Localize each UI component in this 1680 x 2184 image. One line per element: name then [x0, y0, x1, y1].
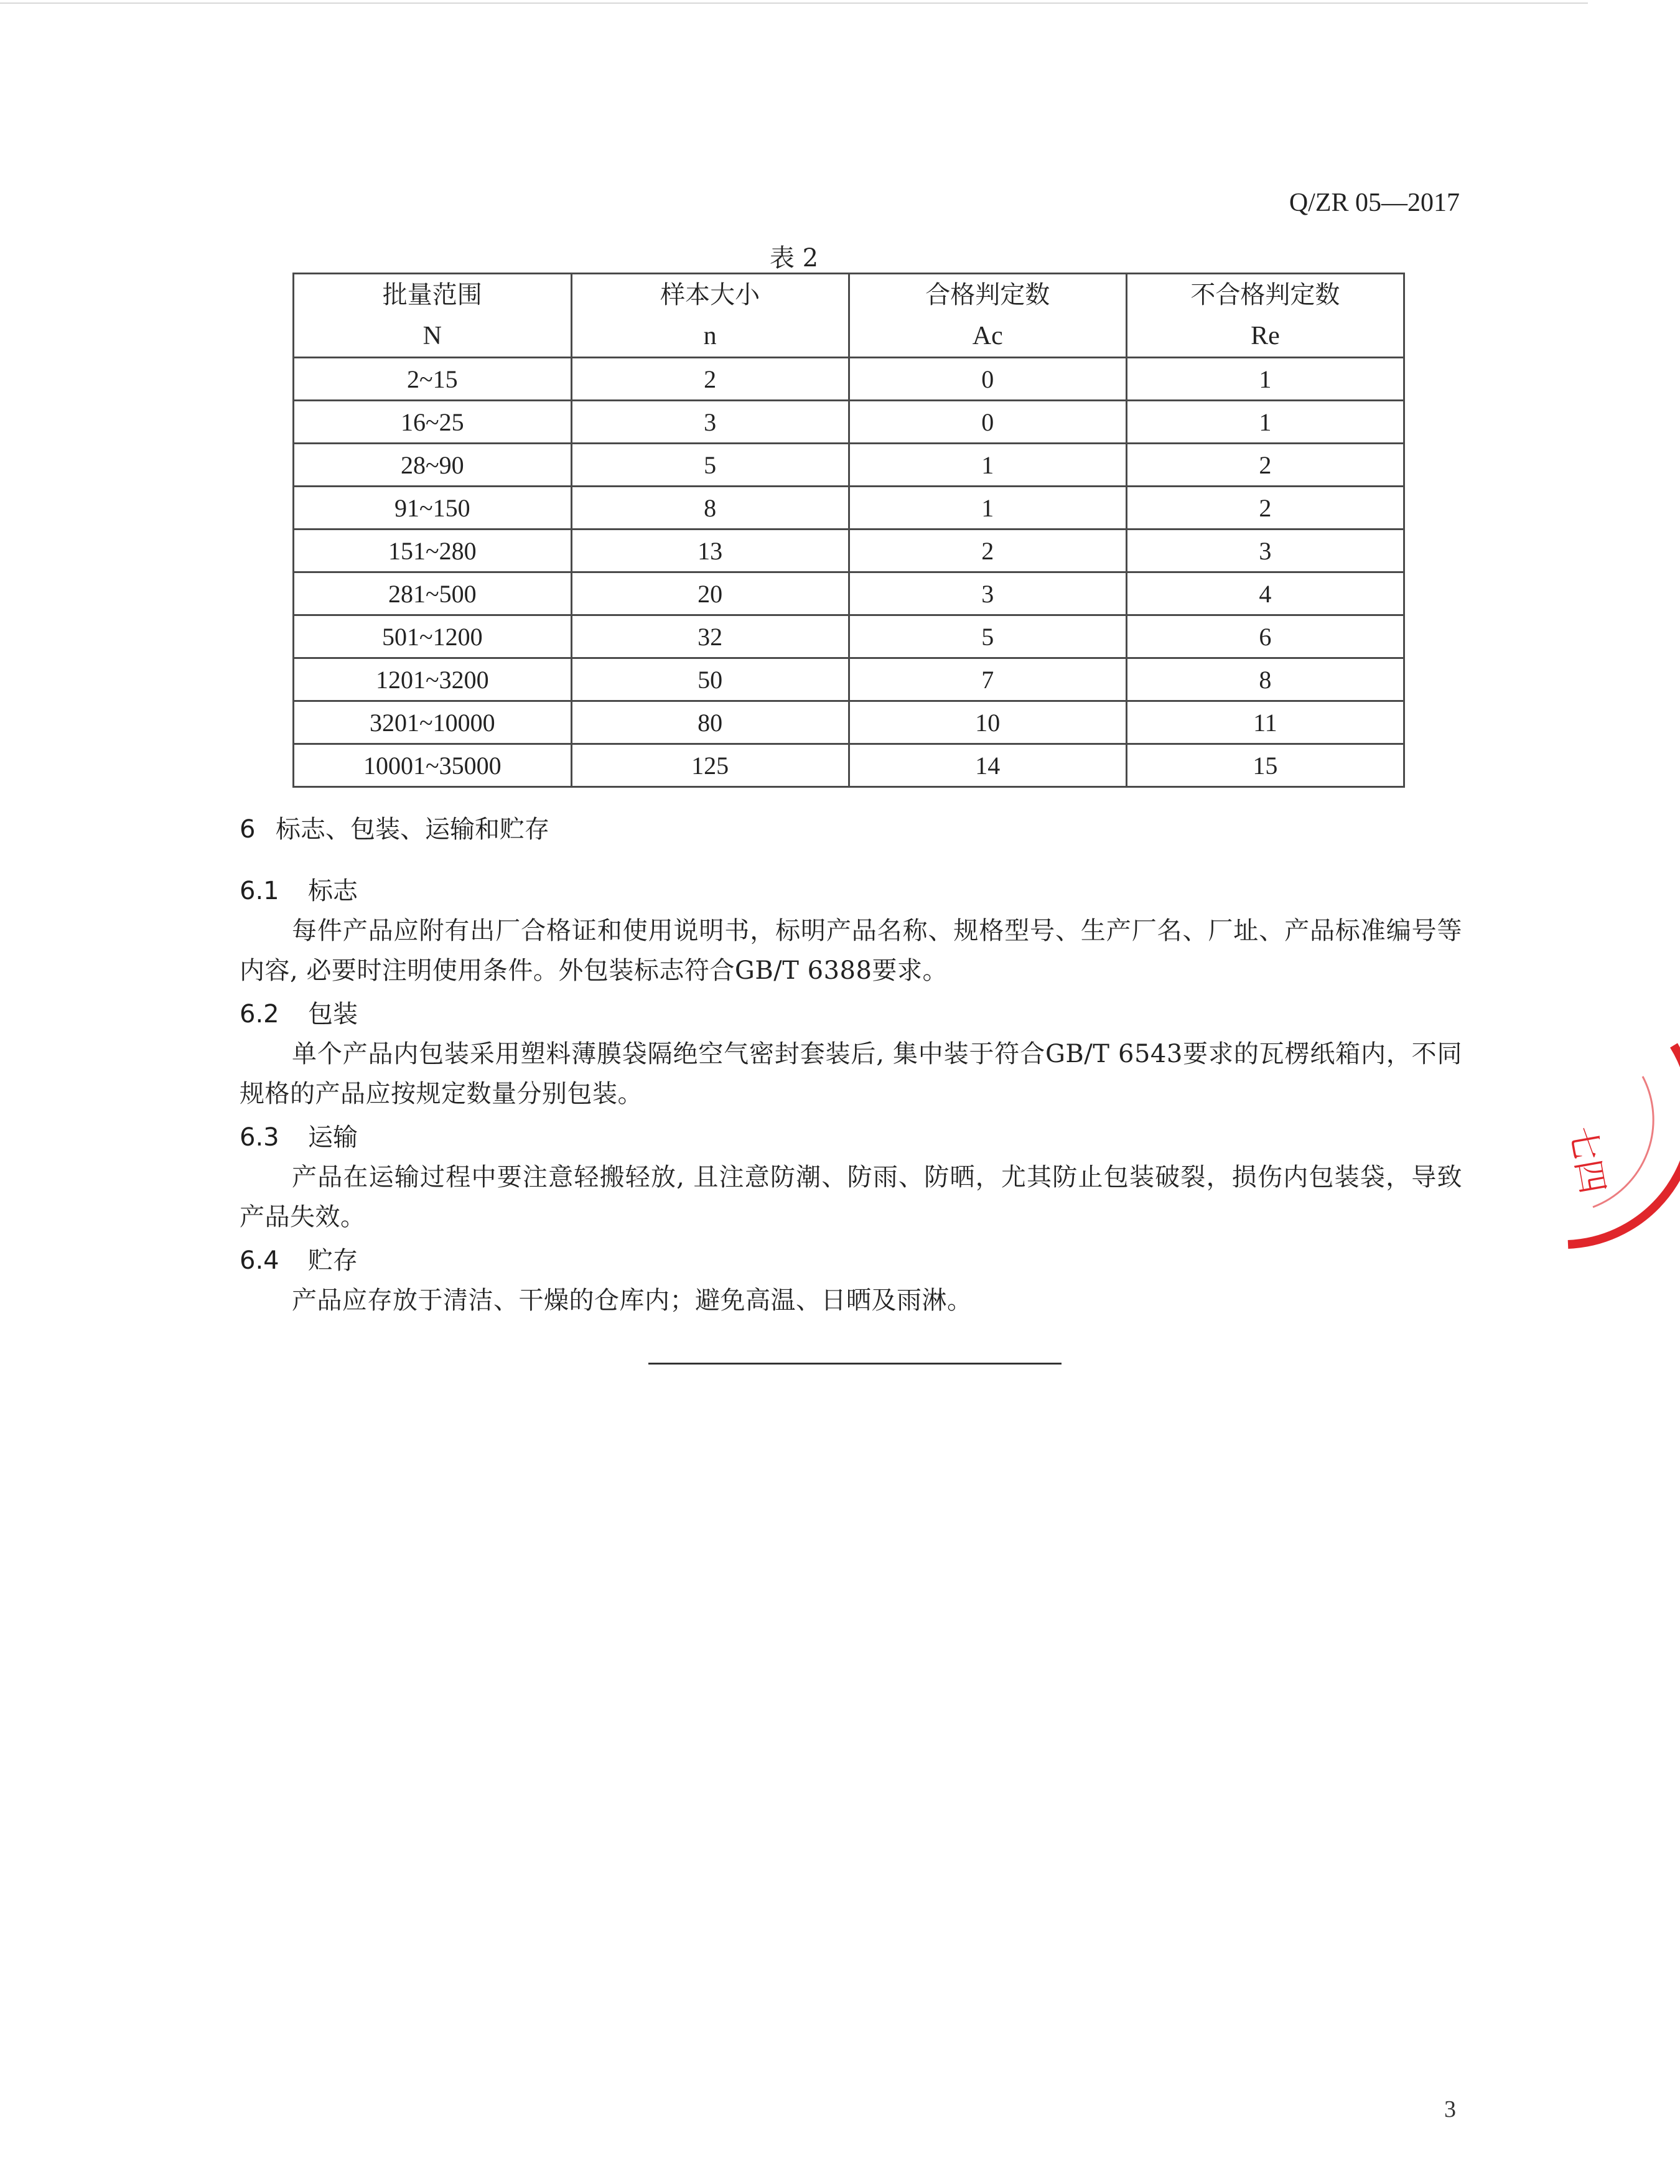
subsection-heading-6-2 — [240, 994, 358, 1030]
paragraph-marking: 每件产品应附有出厂合格证和使用说明书，标明产品名称、规格型号、生产厂名、厂址、产品标准编号等内容, 必要时注明使用条件。外包装标志符合GB/T 6388要求。 — [240, 917, 1462, 985]
table-cell: 14 — [849, 744, 1126, 787]
table-row — [294, 401, 1404, 444]
paragraph-packaging: 单个产品内包装采用塑料薄膜袋隔绝空气密封套装后, 集中装于符合GB/T 6543要求的瓦楞纸箱内，不同规格的产品应按规定数量分别包装。 — [240, 1040, 1462, 1108]
subsection-number: 6.4 — [240, 1246, 279, 1275]
end-of-document-rule — [648, 1363, 1062, 1365]
header-label: 不合格判定数 — [1190, 281, 1340, 309]
subsection-title: 标志 — [308, 877, 358, 905]
paragraph-transport: 产品在运输过程中要注意轻搬轻放, 且注意防潮、防雨、防晒，尤其防止包装破裂，损伤内包装袋，导致产品失效。 — [240, 1163, 1462, 1231]
table-row — [294, 701, 1404, 744]
subsection-title: 贮存 — [308, 1246, 358, 1275]
table-cell: 7 — [849, 658, 1126, 701]
header-lot-range — [294, 274, 572, 358]
table-cell: 2~15 — [294, 358, 572, 401]
header-sample-size — [571, 274, 849, 358]
table-cell: 8 — [571, 487, 849, 530]
table-cell: 2 — [1126, 444, 1404, 487]
red-seal-stamp — [1543, 1020, 1680, 1269]
table-cell: 5 — [849, 615, 1126, 658]
table-cell: 20 — [571, 572, 849, 615]
subsection-number: 6.1 — [240, 877, 279, 905]
header-symbol: N — [422, 322, 442, 350]
table-cell: 80 — [571, 701, 849, 744]
svg-text:七四: 七四 — [1562, 1123, 1613, 1197]
table-cell: 3201~10000 — [294, 701, 572, 744]
section-title: 标志、包装、运输和贮存 — [276, 815, 549, 844]
header-label: 合格判定数 — [925, 281, 1050, 309]
table-cell: 1 — [1126, 401, 1404, 444]
table-cell: 91~150 — [294, 487, 572, 530]
table-cell: 16~25 — [294, 401, 572, 444]
paragraph-storage: 产品应存放于清洁、干燥的仓库内；避免高温、日晒及雨淋。 — [292, 1286, 973, 1315]
table-cell: 6 — [1126, 615, 1404, 658]
table-cell: 0 — [849, 358, 1126, 401]
subsection-number: 6.2 — [240, 1000, 279, 1029]
section-heading-6 — [240, 810, 549, 845]
table-row — [294, 444, 1404, 487]
table-cell: 5 — [571, 444, 849, 487]
table-cell: 2 — [571, 358, 849, 401]
table-cell: 1201~3200 — [294, 658, 572, 701]
table-cell: 10001~35000 — [294, 744, 572, 787]
table-row — [294, 358, 1404, 401]
table-caption: 表 2 — [769, 244, 819, 273]
scan-edge-line — [0, 2, 1588, 4]
header-label: 批量范围 — [382, 281, 482, 309]
table-cell: 1 — [849, 444, 1126, 487]
document-code: Q/ZR 05—2017 — [1289, 189, 1460, 217]
section-number: 6 — [240, 815, 256, 844]
table-cell: 0 — [849, 401, 1126, 444]
header-symbol: Re — [1251, 322, 1280, 350]
table-row — [294, 572, 1404, 615]
subsection-number: 6.3 — [240, 1123, 279, 1152]
table-header-row — [294, 274, 1404, 358]
table-cell: 28~90 — [294, 444, 572, 487]
table-row — [294, 487, 1404, 530]
table-row — [294, 658, 1404, 701]
table-cell: 1 — [1126, 358, 1404, 401]
header-symbol: n — [703, 322, 717, 350]
table-row — [294, 744, 1404, 787]
table-cell: 15 — [1126, 744, 1404, 787]
subsection-heading-6-1 — [240, 871, 358, 907]
table-cell: 151~280 — [294, 530, 572, 572]
table-row — [294, 615, 1404, 658]
subsection-title: 运输 — [308, 1123, 358, 1152]
table-cell: 2 — [849, 530, 1126, 572]
table-cell: 13 — [571, 530, 849, 572]
table-cell: 8 — [1126, 658, 1404, 701]
table-cell: 32 — [571, 615, 849, 658]
table-cell: 11 — [1126, 701, 1404, 744]
table-cell: 2 — [1126, 487, 1404, 530]
subsection-heading-6-4 — [240, 1241, 358, 1276]
table-cell: 3 — [1126, 530, 1404, 572]
header-label: 样本大小 — [660, 281, 760, 309]
subsection-heading-6-3 — [240, 1118, 358, 1153]
table-row — [294, 530, 1404, 572]
header-accept-number — [849, 274, 1126, 358]
header-reject-number — [1126, 274, 1404, 358]
table-cell: 125 — [571, 744, 849, 787]
table-cell: 281~500 — [294, 572, 572, 615]
table-cell: 10 — [849, 701, 1126, 744]
sampling-table — [292, 273, 1405, 788]
page-number: 3 — [1444, 2096, 1456, 2122]
table-cell: 3 — [571, 401, 849, 444]
table-cell: 501~1200 — [294, 615, 572, 658]
subsection-title: 包装 — [308, 1000, 358, 1029]
header-symbol: Ac — [972, 322, 1003, 350]
table-cell: 50 — [571, 658, 849, 701]
table-cell: 3 — [849, 572, 1126, 615]
table-cell: 1 — [849, 487, 1126, 530]
table-cell: 4 — [1126, 572, 1404, 615]
